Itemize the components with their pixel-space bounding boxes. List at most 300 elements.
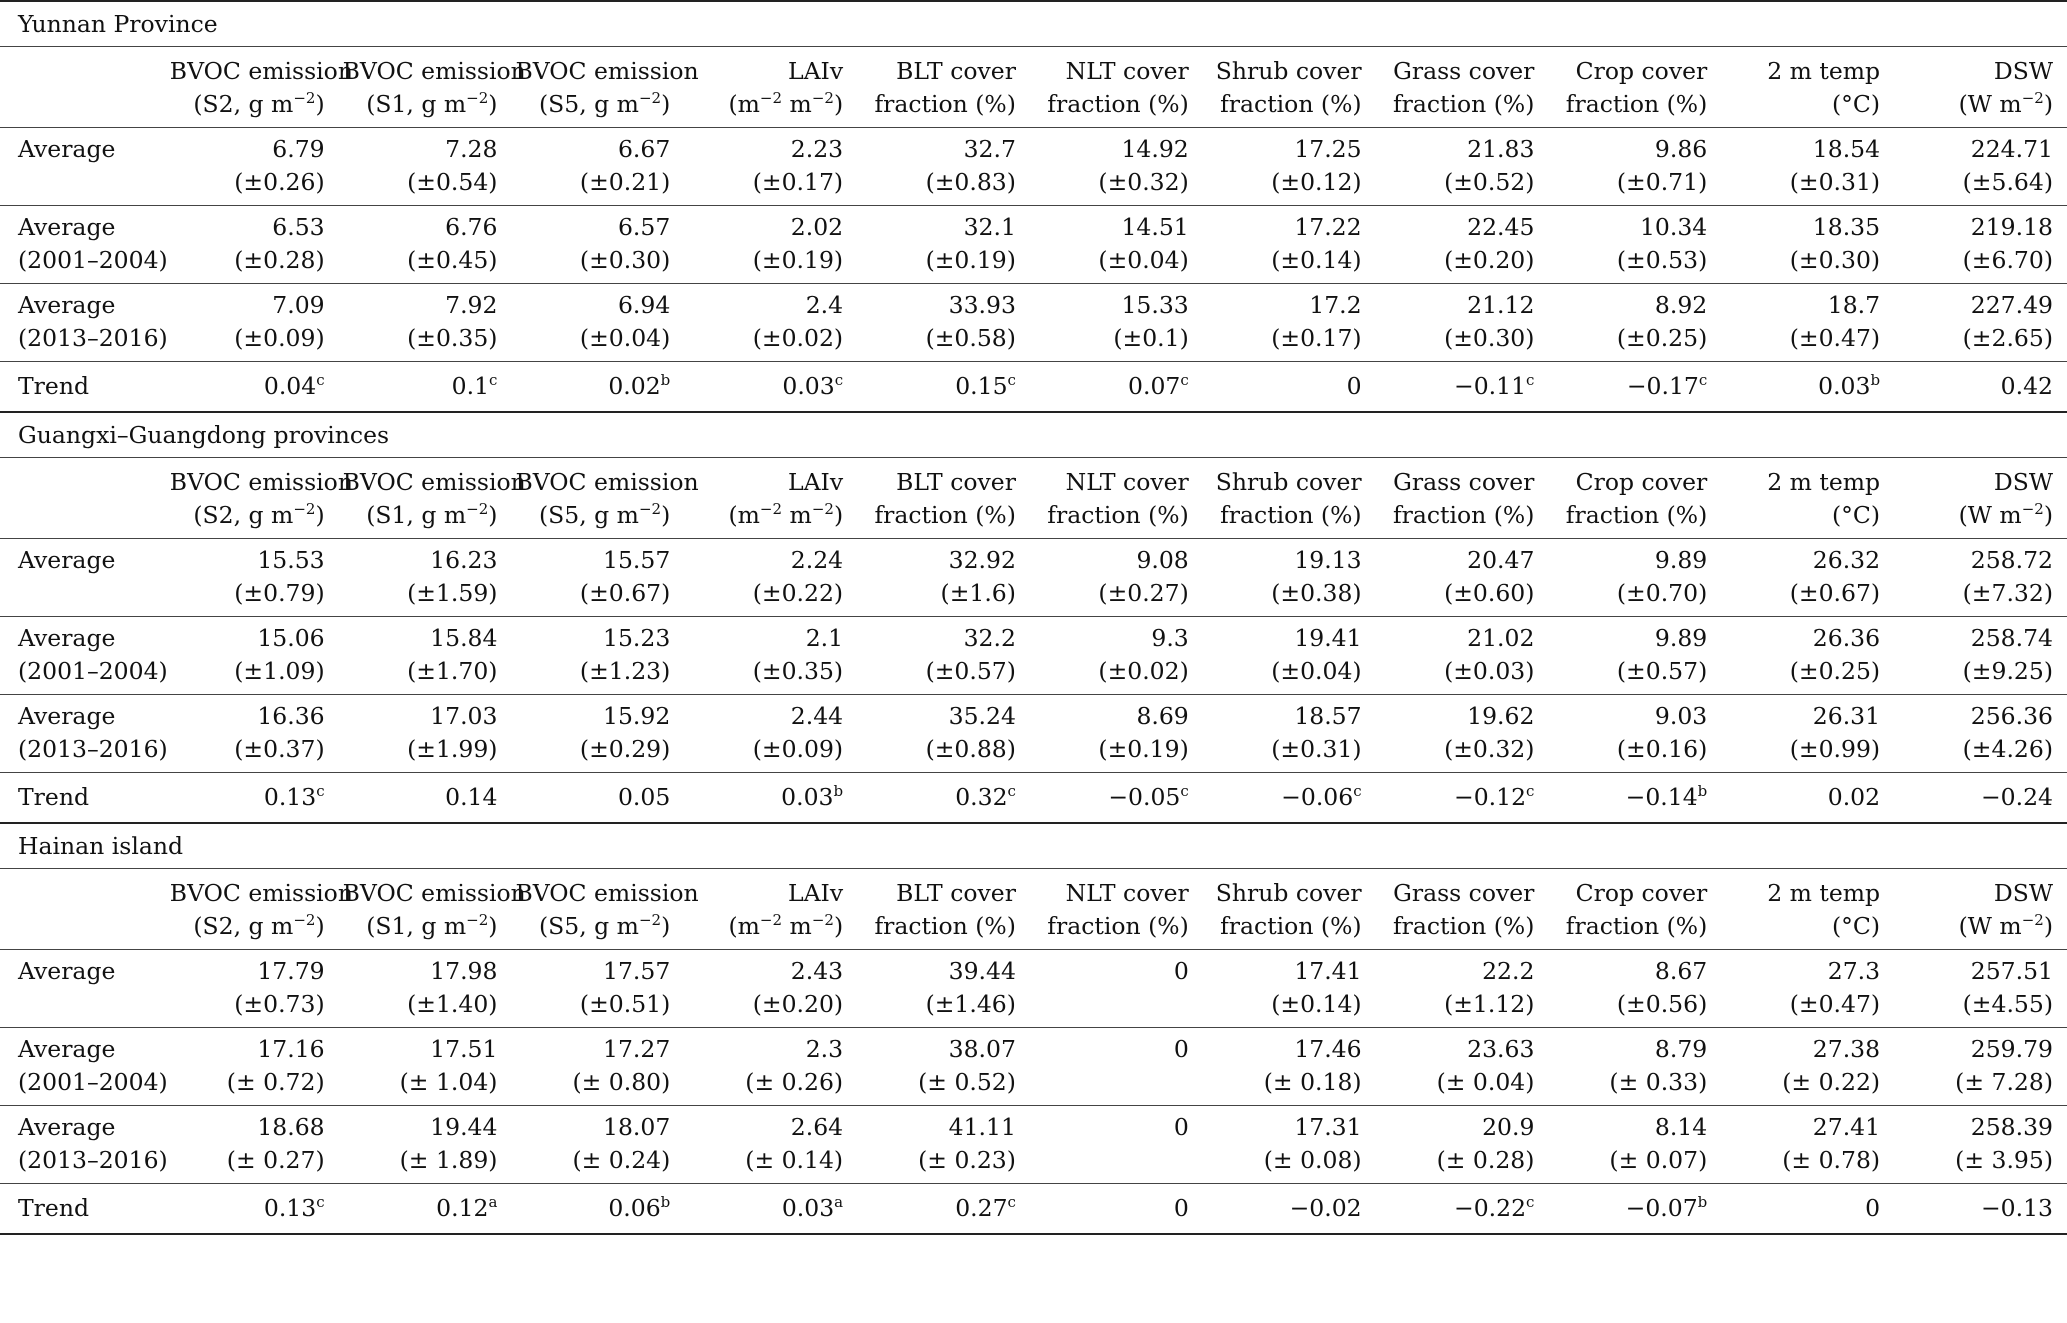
table-cell	[511, 773, 684, 824]
column-header-line1: BVOC emission	[342, 57, 526, 85]
cell-value-line	[1034, 211, 1189, 244]
cell-value-line	[688, 700, 843, 733]
table-cell	[166, 206, 339, 284]
cell-value-line	[1380, 1192, 1535, 1225]
cell-value-line	[1725, 370, 1880, 403]
table-cell	[1548, 206, 1721, 284]
cell-uncertainty: (±0.56)	[1616, 990, 1708, 1018]
cell-value-line	[1725, 700, 1880, 733]
cell-value-line	[1725, 1033, 1880, 1066]
column-header-unit: fraction (%)	[1220, 912, 1362, 940]
table-cell	[857, 617, 1030, 695]
cell-value-line	[515, 1192, 670, 1225]
cell-value: −0.13	[1980, 1194, 2053, 1222]
row-label	[0, 950, 166, 1028]
cell-value: 256.36	[1970, 702, 2053, 730]
cell-value-line	[1207, 622, 1362, 655]
column-header-line1: BLT cover	[896, 57, 1016, 85]
cell-uncertainty: (±0.70)	[1616, 579, 1708, 607]
table-cell	[684, 539, 857, 617]
cell-uncertainty: (±0.88)	[925, 735, 1016, 763]
table-cell	[511, 128, 684, 206]
cell-value-line	[1725, 544, 1880, 577]
column-header-exponent: −2	[638, 89, 662, 107]
cell-value-line	[1552, 1192, 1707, 1225]
section-title-text: Guangxi–Guangdong provinces	[18, 420, 390, 449]
table-cell	[339, 539, 512, 617]
column-header-line1: BLT cover	[896, 879, 1016, 907]
column-header-line2	[1380, 910, 1535, 943]
cell-uncertainty: (±0.31)	[1271, 735, 1362, 763]
cell-uncertainty: (±0.04)	[1271, 657, 1362, 685]
column-header-unit: fraction (%)	[874, 90, 1016, 118]
column-header-unit: (S1, g m	[366, 912, 467, 940]
cell-value: 27.38	[1812, 1035, 1881, 1063]
column-header-line1: BVOC emission	[342, 879, 526, 907]
cell-value: 26.31	[1812, 702, 1881, 730]
column-header-line1: NLT cover	[1065, 879, 1189, 907]
cell-value: −0.24	[1980, 783, 2053, 811]
cell-value-line	[515, 289, 670, 322]
table-cell	[1376, 773, 1549, 824]
table-cell	[166, 539, 339, 617]
cell-uncertainty: (±0.12)	[1271, 168, 1362, 196]
column-header-unit: (S1, g m	[366, 90, 467, 118]
cell-uncertainty: (±1.70)	[407, 657, 498, 685]
column-header-unit: fraction (%)	[1565, 912, 1708, 940]
cell-value: 14.51	[1121, 213, 1189, 241]
cell-value: 0	[1173, 957, 1189, 985]
table-cell	[1376, 539, 1549, 617]
cell-uncertainty: (±0.37)	[234, 735, 325, 763]
cell-value-line	[1552, 544, 1707, 577]
cell-uncertainty: (±0.17)	[1271, 324, 1362, 352]
cell-value-line	[1898, 1192, 2053, 1225]
cell-uncertainty-empty	[1034, 1144, 1189, 1177]
column-header-line1: Crop cover	[1575, 57, 1708, 85]
row-label-line: Average	[18, 1035, 116, 1063]
cell-value: 2.44	[790, 702, 844, 730]
column-header-line2	[170, 499, 325, 532]
column-header-exponent: −2	[293, 89, 316, 107]
cell-uncertainty: (±1.6)	[940, 579, 1016, 607]
row-label	[0, 1028, 166, 1106]
column-header-line2	[343, 88, 498, 121]
table-cell	[339, 1106, 512, 1184]
cell-value: 0	[1346, 372, 1362, 400]
cell-value-line	[1725, 955, 1880, 988]
cell-uncertainty: (±0.53)	[1616, 246, 1708, 274]
cell-uncertainty: (±0.58)	[925, 324, 1016, 352]
cell-value: 0.42	[2000, 372, 2053, 400]
cell-uncertainty: (±0.04)	[1098, 246, 1189, 274]
column-header-line1: 2 m temp	[1767, 468, 1881, 496]
row-label-line: Average	[18, 1113, 116, 1141]
cell-value: 18.07	[603, 1113, 671, 1141]
cell-uncertainty: (±0.67)	[1789, 579, 1881, 607]
column-header-line1: NLT cover	[1065, 57, 1189, 85]
cell-value-line	[515, 622, 670, 655]
table-row	[0, 284, 2067, 362]
trend-row	[0, 773, 2067, 824]
significance-superscript: c	[1526, 1193, 1535, 1211]
cell-value-line	[1380, 622, 1535, 655]
column-header-unit: (°C)	[1832, 90, 1881, 118]
column-header-line2	[1034, 499, 1189, 532]
table-body	[0, 1, 2067, 1234]
table-cell	[684, 284, 857, 362]
cell-value: 18.68	[257, 1113, 325, 1141]
cell-value-line	[688, 370, 843, 403]
column-header-unit: (S5, g m	[539, 912, 639, 940]
cell-value: 19.41	[1294, 624, 1362, 652]
column-header-unit: (S2, g m	[193, 90, 294, 118]
cell-uncertainty: (± 3.95)	[1955, 1146, 2053, 1174]
cell-value: 6.57	[617, 213, 671, 241]
cell-uncertainty: (±0.30)	[579, 246, 671, 274]
cell-value: 2.1	[805, 624, 844, 652]
row-label-line: Trend	[18, 783, 89, 811]
cell-uncertainty: (±0.19)	[1098, 735, 1189, 763]
cell-value-line	[1552, 781, 1707, 814]
column-header-line1: Shrub cover	[1215, 879, 1362, 907]
column-header-unit: fraction (%)	[1392, 912, 1535, 940]
column-header-unit: fraction (%)	[1047, 912, 1189, 940]
cell-value: 0.02	[608, 372, 661, 400]
column-header-line1: BVOC emission	[515, 468, 699, 496]
cell-value: 18.7	[1827, 291, 1881, 319]
cell-value-line	[688, 1192, 843, 1225]
column-header-line2	[861, 910, 1016, 943]
cell-uncertainty: (±0.22)	[752, 579, 844, 607]
cell-value-line	[688, 781, 843, 814]
cell-value: 0.32	[955, 783, 1008, 811]
column-header	[1548, 458, 1721, 539]
column-header	[1548, 869, 1721, 950]
cell-uncertainty: (± 0.26)	[745, 1068, 844, 1096]
column-header-line2	[861, 88, 1016, 121]
cell-value-line	[1034, 700, 1189, 733]
cell-value: 0.03	[1818, 372, 1871, 400]
column-header-line2	[1552, 910, 1707, 943]
row-label-line: Trend	[18, 1194, 89, 1222]
table-cell	[1376, 1184, 1549, 1235]
column-header-line2	[1725, 88, 1880, 121]
cell-value-line	[343, 544, 498, 577]
cell-value: 9.89	[1654, 624, 1708, 652]
row-label	[0, 206, 166, 284]
table-cell	[1894, 128, 2067, 206]
cell-value: 7.92	[445, 291, 498, 319]
cell-value-line	[343, 781, 498, 814]
column-header	[684, 458, 857, 539]
cell-uncertainty: (± 1.89)	[399, 1146, 498, 1174]
column-header-exponent: −2	[638, 500, 662, 518]
column-header-line1: BVOC emission	[342, 468, 526, 496]
table-cell	[1203, 206, 1376, 284]
cell-uncertainty: (±0.03)	[1444, 657, 1535, 685]
row-label-line: Average	[18, 957, 116, 985]
significance-superscript: c	[1180, 782, 1189, 800]
cell-value-line	[1898, 544, 2053, 577]
column-header	[1030, 869, 1203, 950]
row-label-line: Average	[18, 702, 116, 730]
table-cell	[1721, 539, 1894, 617]
table-cell	[684, 1184, 857, 1235]
cell-value: 35.24	[948, 702, 1016, 730]
column-header-unit: (W m	[1958, 912, 2022, 940]
cell-value: −0.17	[1626, 372, 1699, 400]
table-cell	[339, 284, 512, 362]
column-header-line1: DSW	[1993, 468, 2053, 496]
cell-value: 259.79	[1970, 1035, 2053, 1063]
cell-value-line	[1034, 133, 1189, 166]
cell-uncertainty: (±0.28)	[234, 246, 325, 274]
column-header-line1: DSW	[1993, 57, 2053, 85]
cell-value: 17.57	[603, 957, 671, 985]
column-header	[1203, 47, 1376, 128]
column-header-exponent: −2	[2021, 89, 2044, 107]
row-label	[0, 128, 166, 206]
cell-uncertainty: (±1.23)	[579, 657, 671, 685]
cell-uncertainty-empty	[1034, 988, 1189, 1021]
cell-value-line	[1380, 955, 1535, 988]
table-cell	[1721, 950, 1894, 1028]
cell-value-line	[1725, 1192, 1880, 1225]
column-header-line2	[1207, 88, 1362, 121]
column-header-exponent: −2	[2021, 500, 2044, 518]
cell-value: 17.22	[1294, 213, 1362, 241]
column-header-line1: LAIv	[787, 468, 844, 496]
cell-value-line	[1898, 781, 2053, 814]
cell-value: 17.51	[430, 1035, 498, 1063]
column-header-line2	[1034, 910, 1189, 943]
trend-row	[0, 362, 2067, 413]
column-header	[1721, 458, 1894, 539]
cell-value-line	[343, 133, 498, 166]
table-cell	[684, 695, 857, 773]
table-cell	[684, 617, 857, 695]
cell-value-line	[1380, 1033, 1535, 1066]
table-cell	[339, 206, 512, 284]
cell-value: 16.23	[430, 546, 498, 574]
cell-value: 258.39	[1970, 1113, 2053, 1141]
cell-uncertainty: (±6.70)	[1962, 246, 2053, 274]
column-header	[339, 869, 526, 950]
cell-uncertainty: (±0.47)	[1789, 324, 1881, 352]
column-header	[1030, 47, 1203, 128]
column-header-exponent: −2	[811, 911, 834, 929]
cell-uncertainty: (±0.17)	[752, 168, 844, 196]
cell-value: −0.06	[1281, 783, 1354, 811]
table-cell	[857, 284, 1030, 362]
table-cell	[1030, 1184, 1203, 1235]
cell-value: 0.03	[781, 783, 834, 811]
cell-value-line	[1552, 289, 1707, 322]
table-cell	[1203, 128, 1376, 206]
table-cell	[1203, 1184, 1376, 1235]
cell-value: 17.98	[430, 957, 498, 985]
cell-value: 7.28	[445, 135, 498, 163]
column-header-line1: Crop cover	[1575, 879, 1708, 907]
cell-value-line	[688, 622, 843, 655]
cell-uncertainty: (±0.29)	[579, 735, 671, 763]
column-header-line2	[1725, 910, 1880, 943]
cell-value: 10.34	[1639, 213, 1708, 241]
column-header-line2	[343, 499, 498, 532]
table-cell	[857, 695, 1030, 773]
cell-value: 16.36	[257, 702, 325, 730]
column-header-unit: (m	[728, 501, 760, 529]
cell-value-line	[861, 370, 1016, 403]
cell-value-line	[170, 370, 325, 403]
row-label-line: (2001–2004)	[18, 246, 168, 274]
cell-uncertainty: (±0.57)	[925, 657, 1016, 685]
column-header-line1: BVOC emission	[515, 57, 699, 85]
column-header-line1: LAIv	[787, 57, 844, 85]
cell-uncertainty: (± 0.18)	[1263, 1068, 1362, 1096]
table-cell	[1030, 362, 1203, 413]
column-header-unit-tail: )	[315, 90, 325, 118]
cell-uncertainty: (±0.20)	[752, 990, 844, 1018]
cell-value-line	[515, 370, 670, 403]
cell-value: 19.44	[430, 1113, 498, 1141]
column-header-unit: fraction (%)	[1047, 90, 1189, 118]
column-header-unit: (m	[728, 912, 760, 940]
cell-uncertainty: (± 0.07)	[1609, 1146, 1708, 1174]
column-header	[1203, 458, 1376, 539]
table-cell	[1203, 539, 1376, 617]
table-cell	[1030, 284, 1203, 362]
cell-value: 0.1	[451, 372, 490, 400]
cell-uncertainty: (±0.31)	[1789, 168, 1881, 196]
table-cell	[166, 1028, 339, 1106]
cell-uncertainty: (± 0.14)	[745, 1146, 844, 1174]
table-cell	[1548, 539, 1721, 617]
column-header-line2	[1207, 910, 1362, 943]
column-header-unit: (S5, g m	[539, 501, 639, 529]
cell-value: 227.49	[1970, 291, 2053, 319]
column-header-exponent: −2	[293, 911, 316, 929]
table-cell	[166, 1184, 339, 1235]
cell-uncertainty: (±0.02)	[752, 324, 844, 352]
cell-value-line	[515, 955, 670, 988]
significance-superscript: c	[316, 782, 325, 800]
cell-value: 258.74	[1970, 624, 2053, 652]
significance-superscript: a	[488, 1193, 498, 1211]
column-header-line2	[1898, 910, 2053, 943]
cell-value: −0.22	[1454, 1194, 1527, 1222]
cell-uncertainty: (±0.73)	[234, 990, 325, 1018]
cell-value-line	[861, 133, 1016, 166]
column-header	[857, 47, 1030, 128]
cell-value-line	[1898, 211, 2053, 244]
cell-value: 15.53	[257, 546, 325, 574]
row-label	[0, 362, 166, 413]
cell-uncertainty: (±7.32)	[1962, 579, 2053, 607]
significance-superscript: c	[1007, 1193, 1016, 1211]
cell-value-line	[1207, 955, 1362, 988]
cell-value: 0.13	[263, 783, 317, 811]
cell-value: 15.57	[603, 546, 671, 574]
table-cell	[1721, 206, 1894, 284]
cell-value: 9.89	[1654, 546, 1708, 574]
cell-value: 2.64	[790, 1113, 844, 1141]
cell-value: 26.36	[1812, 624, 1881, 652]
column-header-line1: Grass cover	[1393, 57, 1535, 85]
cell-value: 0.03	[782, 372, 835, 400]
cell-uncertainty: (±0.14)	[1271, 246, 1362, 274]
cell-value-line	[1207, 370, 1362, 403]
section-title-row	[0, 1, 2067, 47]
cell-value: 0.14	[445, 783, 498, 811]
table-cell	[166, 362, 339, 413]
table-cell	[684, 206, 857, 284]
column-header-unit: (S2, g m	[193, 912, 294, 940]
cell-value: 0.15	[955, 372, 1008, 400]
cell-value-line	[515, 1033, 670, 1066]
cell-value-line	[1380, 370, 1535, 403]
cell-value-line	[1034, 622, 1189, 655]
table-cell	[857, 950, 1030, 1028]
column-header-exponent: −2	[293, 500, 316, 518]
cell-value: 17.25	[1294, 135, 1362, 163]
table-cell	[1721, 362, 1894, 413]
table-cell	[1894, 1106, 2067, 1184]
table-cell	[339, 128, 512, 206]
column-header	[684, 47, 857, 128]
significance-superscript: b	[833, 782, 844, 800]
table-cell	[166, 773, 339, 824]
cell-uncertainty: (±0.27)	[1098, 579, 1189, 607]
table-cell	[1548, 1106, 1721, 1184]
table-cell	[1376, 950, 1549, 1028]
cell-value: 0	[1173, 1113, 1189, 1141]
column-header	[1030, 458, 1203, 539]
table-cell	[1376, 206, 1549, 284]
table-cell	[1376, 128, 1549, 206]
cell-uncertainty: (±0.02)	[1098, 657, 1189, 685]
column-header-unit-tail: m	[782, 501, 812, 529]
cell-value-line	[343, 622, 498, 655]
table-cell	[857, 1028, 1030, 1106]
cell-value: 0.04	[263, 372, 317, 400]
cell-value: 22.2	[1482, 957, 1535, 985]
cell-value: 27.3	[1827, 957, 1881, 985]
column-header-line2	[861, 499, 1016, 532]
section-title	[0, 412, 2067, 458]
cell-value: 15.33	[1121, 291, 1189, 319]
table-cell	[684, 1106, 857, 1184]
cell-uncertainty: (± 0.24)	[572, 1146, 671, 1174]
column-header	[166, 47, 353, 128]
cell-value: −0.12	[1454, 783, 1527, 811]
cell-value-line	[1725, 211, 1880, 244]
row-label	[0, 284, 166, 362]
cell-value-line	[343, 1192, 498, 1225]
column-header	[1894, 47, 2067, 128]
table-cell	[684, 128, 857, 206]
cell-uncertainty: (±0.57)	[1616, 657, 1708, 685]
cell-value: −0.02	[1289, 1194, 1362, 1222]
table-cell	[339, 773, 512, 824]
cell-value-line	[515, 133, 670, 166]
column-header-unit-tail: )	[488, 501, 498, 529]
cell-value: 6.76	[445, 213, 498, 241]
column-header-unit-tail: )	[488, 90, 498, 118]
significance-superscript: c	[1007, 782, 1016, 800]
cell-value: 17.03	[430, 702, 498, 730]
